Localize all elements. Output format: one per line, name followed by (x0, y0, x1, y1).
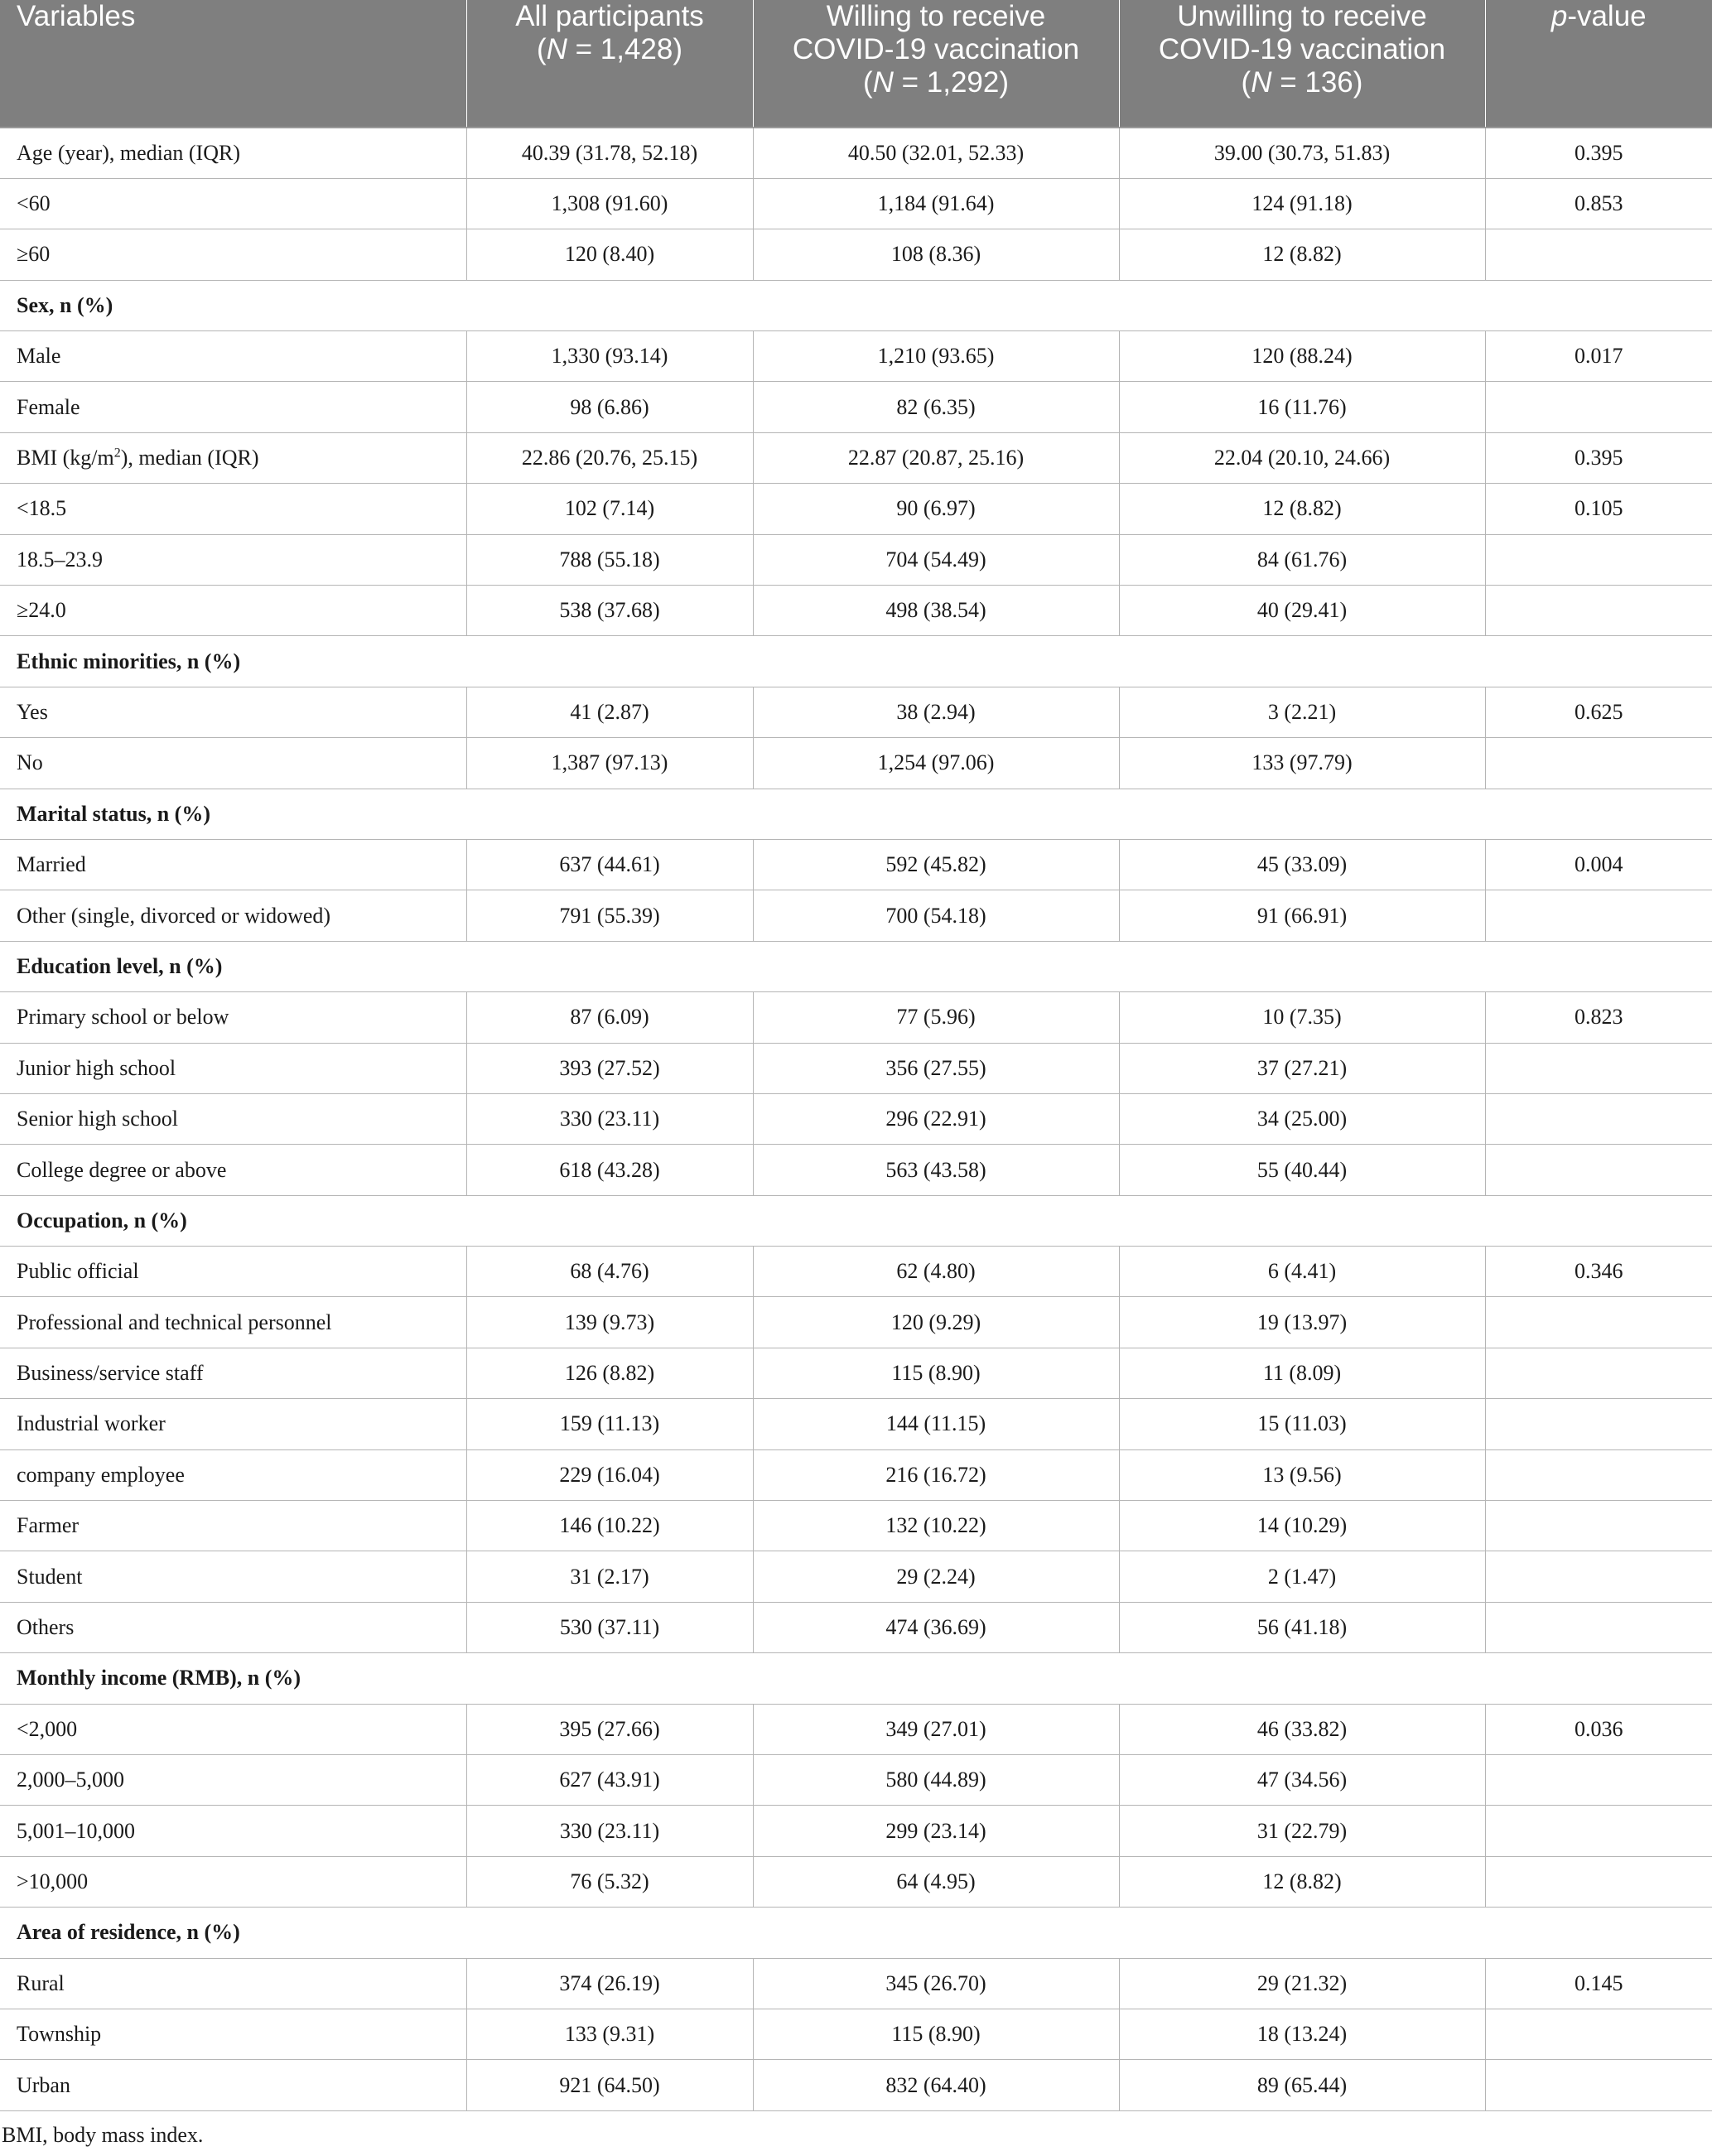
table-row (0, 839, 1712, 890)
cell-unwilling: 55 (40.44) (1119, 1145, 1485, 1195)
cell-willing: 1,184 (91.64) (753, 178, 1119, 229)
table-row (0, 1551, 1712, 1602)
cell-unwilling: 45 (33.09) (1119, 839, 1485, 890)
table-row (0, 1501, 1712, 1551)
section-row (0, 280, 1712, 330)
table-row (0, 1297, 1712, 1348)
cell-willing: 38 (2.94) (753, 687, 1119, 737)
table-row (0, 1348, 1712, 1398)
cell-all-participants: 76 (5.32) (466, 1856, 753, 1907)
cell-all-participants: 1,330 (93.14) (466, 331, 753, 382)
cell-all-participants: 791 (55.39) (466, 890, 753, 941)
cell-willing: 216 (16.72) (753, 1449, 1119, 1500)
cell-all-participants: 1,387 (97.13) (466, 738, 753, 789)
table-row (0, 1704, 1712, 1754)
cell-unwilling: 6 (4.41) (1119, 1247, 1485, 1297)
cell-willing: 132 (10.22) (753, 1501, 1119, 1551)
table-row (0, 1755, 1712, 1806)
table-row (0, 432, 1712, 483)
cell-unwilling: 2 (1.47) (1119, 1551, 1485, 1602)
cell-all-participants: 146 (10.22) (466, 1501, 753, 1551)
cell-willing: 592 (45.82) (753, 839, 1119, 890)
table-row (0, 382, 1712, 432)
cell-unwilling: 89 (65.44) (1119, 2060, 1485, 2110)
cell-all-participants: 530 (37.11) (466, 1602, 753, 1652)
cell-unwilling: 11 (8.09) (1119, 1348, 1485, 1398)
section-heading: Education level, n (%) (0, 941, 1712, 991)
cell-unwilling: 12 (8.82) (1119, 484, 1485, 534)
header-unwilling: Unwilling to receive COVID-19 vaccination (N = 136) (1119, 0, 1485, 128)
cell-all-participants: 102 (7.14) (466, 484, 753, 534)
cell-p-value (1485, 586, 1712, 636)
cell-willing: 474 (36.69) (753, 1602, 1119, 1652)
cell-unwilling: 19 (13.97) (1119, 1297, 1485, 1348)
cell-all-participants: 637 (44.61) (466, 839, 753, 890)
cell-p-value: 0.017 (1485, 331, 1712, 382)
cell-p-value (1485, 2060, 1712, 2110)
cell-willing: 22.87 (20.87, 25.16) (753, 432, 1119, 483)
cell-variable: <2,000 (0, 1704, 466, 1754)
cell-p-value (1485, 534, 1712, 585)
cell-unwilling: 39.00 (30.73, 51.83) (1119, 128, 1485, 178)
section-heading: Occupation, n (%) (0, 1195, 1712, 1246)
cell-all-participants: 41 (2.87) (466, 687, 753, 737)
cell-p-value (1485, 1043, 1712, 1093)
table-row (0, 1145, 1712, 1195)
cell-unwilling: 84 (61.76) (1119, 534, 1485, 585)
cell-all-participants: 330 (23.11) (466, 1093, 753, 1144)
cell-p-value: 0.004 (1485, 839, 1712, 890)
cell-p-value (1485, 1602, 1712, 1652)
cell-unwilling: 3 (2.21) (1119, 687, 1485, 737)
table-row (0, 586, 1712, 636)
cell-variable: Business/service staff (0, 1348, 466, 1398)
table-row (0, 534, 1712, 585)
section-row (0, 1653, 1712, 1704)
table-row (0, 331, 1712, 382)
cell-p-value (1485, 382, 1712, 432)
table-row (0, 229, 1712, 280)
table-row (0, 1399, 1712, 1449)
table-row (0, 890, 1712, 941)
cell-willing: 29 (2.24) (753, 1551, 1119, 1602)
cell-p-value: 0.145 (1485, 1958, 1712, 2009)
section-row (0, 636, 1712, 687)
cell-unwilling: 18 (13.24) (1119, 2009, 1485, 2059)
table-footnote: BMI, body mass index. (2, 2122, 204, 2147)
cell-p-value (1485, 229, 1712, 280)
cell-willing: 144 (11.15) (753, 1399, 1119, 1449)
cell-unwilling: 47 (34.56) (1119, 1755, 1485, 1806)
cell-willing: 704 (54.49) (753, 534, 1119, 585)
cell-p-value: 0.346 (1485, 1247, 1712, 1297)
section-row (0, 1195, 1712, 1246)
cell-willing: 296 (22.91) (753, 1093, 1119, 1144)
cell-unwilling: 56 (41.18) (1119, 1602, 1485, 1652)
cell-variable: Professional and technical personnel (0, 1297, 466, 1348)
cell-all-participants: 393 (27.52) (466, 1043, 753, 1093)
cell-p-value (1485, 1551, 1712, 1602)
cell-willing: 40.50 (32.01, 52.33) (753, 128, 1119, 178)
cell-variable: Male (0, 331, 466, 382)
cell-p-value (1485, 1348, 1712, 1398)
cell-p-value (1485, 738, 1712, 789)
table-body (0, 128, 1712, 2110)
cell-willing: 299 (23.14) (753, 1806, 1119, 1856)
cell-variable: Urban (0, 2060, 466, 2110)
cell-willing: 120 (9.29) (753, 1297, 1119, 1348)
cell-p-value (1485, 2009, 1712, 2059)
section-heading: Monthly income (RMB), n (%) (0, 1653, 1712, 1704)
cell-willing: 77 (5.96) (753, 992, 1119, 1043)
cell-p-value (1485, 1806, 1712, 1856)
cell-all-participants: 139 (9.73) (466, 1297, 753, 1348)
cell-unwilling: 120 (88.24) (1119, 331, 1485, 382)
cell-variable: BMI $(kg/m^2)$, median (IQR) (0, 432, 466, 483)
cell-p-value: 0.853 (1485, 178, 1712, 229)
cell-all-participants: 159 (11.13) (466, 1399, 753, 1449)
table-row (0, 1043, 1712, 1093)
cell-willing: 580 (44.89) (753, 1755, 1119, 1806)
cell-willing: 115 (8.90) (753, 2009, 1119, 2059)
cell-variable: Student (0, 1551, 466, 1602)
cell-willing: 700 (54.18) (753, 890, 1119, 941)
cell-p-value (1485, 1856, 1712, 1907)
cell-variable: Rural (0, 1958, 466, 2009)
section-heading: Marital status, n (%) (0, 789, 1712, 839)
header-variables: Variables (0, 0, 466, 128)
section-heading: Ethnic minorities, n (%) (0, 636, 1712, 687)
section-row (0, 1908, 1712, 1958)
cell-variable: Married (0, 839, 466, 890)
cell-unwilling: 46 (33.82) (1119, 1704, 1485, 1754)
cell-unwilling: 91 (66.91) (1119, 890, 1485, 941)
cell-variable: company employee (0, 1449, 466, 1500)
cell-willing: 82 (6.35) (753, 382, 1119, 432)
cell-variable: Female (0, 382, 466, 432)
table-row (0, 1247, 1712, 1297)
cell-all-participants: 921 (64.50) (466, 2060, 753, 2110)
header-p-value: p-value (1485, 0, 1712, 128)
cell-p-value (1485, 1297, 1712, 1348)
cell-variable: Township (0, 2009, 466, 2059)
cell-variable: College degree or above (0, 1145, 466, 1195)
cell-p-value: 0.625 (1485, 687, 1712, 737)
header-all-participants: All participants (N = 1,428) (466, 0, 753, 128)
cell-willing: 108 (8.36) (753, 229, 1119, 280)
cell-willing: 345 (26.70) (753, 1958, 1119, 2009)
cell-willing: 1,210 (93.65) (753, 331, 1119, 382)
cell-unwilling: 15 (11.03) (1119, 1399, 1485, 1449)
table-row (0, 1958, 1712, 2009)
cell-all-participants: 22.86 (20.76, 25.15) (466, 432, 753, 483)
cell-willing: 832 (64.40) (753, 2060, 1119, 2110)
cell-variable: 5,001–10,000 (0, 1806, 466, 1856)
cell-all-participants: 98 (6.86) (466, 382, 753, 432)
cell-p-value: 0.395 (1485, 128, 1712, 178)
cell-willing: 1,254 (97.06) (753, 738, 1119, 789)
cell-all-participants: 31 (2.17) (466, 1551, 753, 1602)
cell-willing: 356 (27.55) (753, 1043, 1119, 1093)
cell-variable: >10,000 (0, 1856, 466, 1907)
table-row (0, 2060, 1712, 2110)
cell-p-value: 0.105 (1485, 484, 1712, 534)
cell-all-participants: 229 (16.04) (466, 1449, 753, 1500)
header-row (0, 0, 1712, 128)
cell-p-value (1485, 1399, 1712, 1449)
cell-unwilling: 124 (91.18) (1119, 178, 1485, 229)
cell-unwilling: 12 (8.82) (1119, 1856, 1485, 1907)
cell-willing: 115 (8.90) (753, 1348, 1119, 1398)
section-row (0, 941, 1712, 991)
cell-all-participants: 120 (8.40) (466, 229, 753, 280)
cell-variable: Senior high school (0, 1093, 466, 1144)
cell-p-value (1485, 1093, 1712, 1144)
cell-willing: 64 (4.95) (753, 1856, 1119, 1907)
cell-variable: Industrial worker (0, 1399, 466, 1449)
header-willing: Willing to receive COVID-19 vaccination (N = 1,292) (753, 0, 1119, 128)
cell-unwilling: 22.04 (20.10, 24.66) (1119, 432, 1485, 483)
cell-all-participants: 627 (43.91) (466, 1755, 753, 1806)
cell-all-participants: 40.39 (31.78, 52.18) (466, 128, 753, 178)
cell-willing: 498 (38.54) (753, 586, 1119, 636)
cell-variable: ≥60 (0, 229, 466, 280)
cell-all-participants: 618 (43.28) (466, 1145, 753, 1195)
cell-p-value: 0.395 (1485, 432, 1712, 483)
cell-unwilling: 12 (8.82) (1119, 229, 1485, 280)
cell-p-value (1485, 1755, 1712, 1806)
cell-all-participants: 788 (55.18) (466, 534, 753, 585)
table-row (0, 1602, 1712, 1652)
cell-variable: Yes (0, 687, 466, 737)
cell-variable: 2,000–5,000 (0, 1755, 466, 1806)
cell-p-value (1485, 1145, 1712, 1195)
cell-unwilling: 14 (10.29) (1119, 1501, 1485, 1551)
cell-variable: Junior high school (0, 1043, 466, 1093)
cell-p-value (1485, 1501, 1712, 1551)
table-row (0, 484, 1712, 534)
cell-p-value: 0.036 (1485, 1704, 1712, 1754)
cell-all-participants: 87 (6.09) (466, 992, 753, 1043)
cell-all-participants: 330 (23.11) (466, 1806, 753, 1856)
table-row (0, 1806, 1712, 1856)
cell-variable: Public official (0, 1247, 466, 1297)
cell-variable: Age (year), median (IQR) (0, 128, 466, 178)
section-heading: Area of residence, n (%) (0, 1908, 1712, 1958)
table-row (0, 992, 1712, 1043)
cell-all-participants: 126 (8.82) (466, 1348, 753, 1398)
cell-p-value (1485, 1449, 1712, 1500)
cell-unwilling: 31 (22.79) (1119, 1806, 1485, 1856)
cell-p-value (1485, 890, 1712, 941)
cell-variable: <18.5 (0, 484, 466, 534)
cell-all-participants: 395 (27.66) (466, 1704, 753, 1754)
cell-unwilling: 13 (9.56) (1119, 1449, 1485, 1500)
cell-variable: Other (single, divorced or widowed) (0, 890, 466, 941)
cell-unwilling: 40 (29.41) (1119, 586, 1485, 636)
cell-willing: 349 (27.01) (753, 1704, 1119, 1754)
cell-variable: No (0, 738, 466, 789)
cell-all-participants: 1,308 (91.60) (466, 178, 753, 229)
cell-unwilling: 10 (7.35) (1119, 992, 1485, 1043)
cell-variable: Primary school or below (0, 992, 466, 1043)
cell-p-value: 0.823 (1485, 992, 1712, 1043)
cell-willing: 62 (4.80) (753, 1247, 1119, 1297)
cell-all-participants: 538 (37.68) (466, 586, 753, 636)
table-row (0, 1093, 1712, 1144)
cell-all-participants: 133 (9.31) (466, 2009, 753, 2059)
cell-variable: 18.5–23.9 (0, 534, 466, 585)
cell-variable: ≥24.0 (0, 586, 466, 636)
table-row (0, 2009, 1712, 2059)
cell-unwilling: 133 (97.79) (1119, 738, 1485, 789)
table-row (0, 128, 1712, 178)
table-row (0, 1856, 1712, 1907)
table-header (0, 0, 1712, 128)
section-row (0, 789, 1712, 839)
table-row (0, 687, 1712, 737)
cell-variable: <60 (0, 178, 466, 229)
cell-all-participants: 374 (26.19) (466, 1958, 753, 2009)
cell-unwilling: 34 (25.00) (1119, 1093, 1485, 1144)
cell-variable: Farmer (0, 1501, 466, 1551)
cell-unwilling: 16 (11.76) (1119, 382, 1485, 432)
section-heading: Sex, n (%) (0, 280, 1712, 330)
table-row (0, 738, 1712, 789)
cell-all-participants: 68 (4.76) (466, 1247, 753, 1297)
cell-unwilling: 37 (27.21) (1119, 1043, 1485, 1093)
cell-variable: Others (0, 1602, 466, 1652)
cell-willing: 90 (6.97) (753, 484, 1119, 534)
cell-unwilling: 29 (21.32) (1119, 1958, 1485, 2009)
cell-willing: 563 (43.58) (753, 1145, 1119, 1195)
table-row (0, 178, 1712, 229)
table-row (0, 1449, 1712, 1500)
